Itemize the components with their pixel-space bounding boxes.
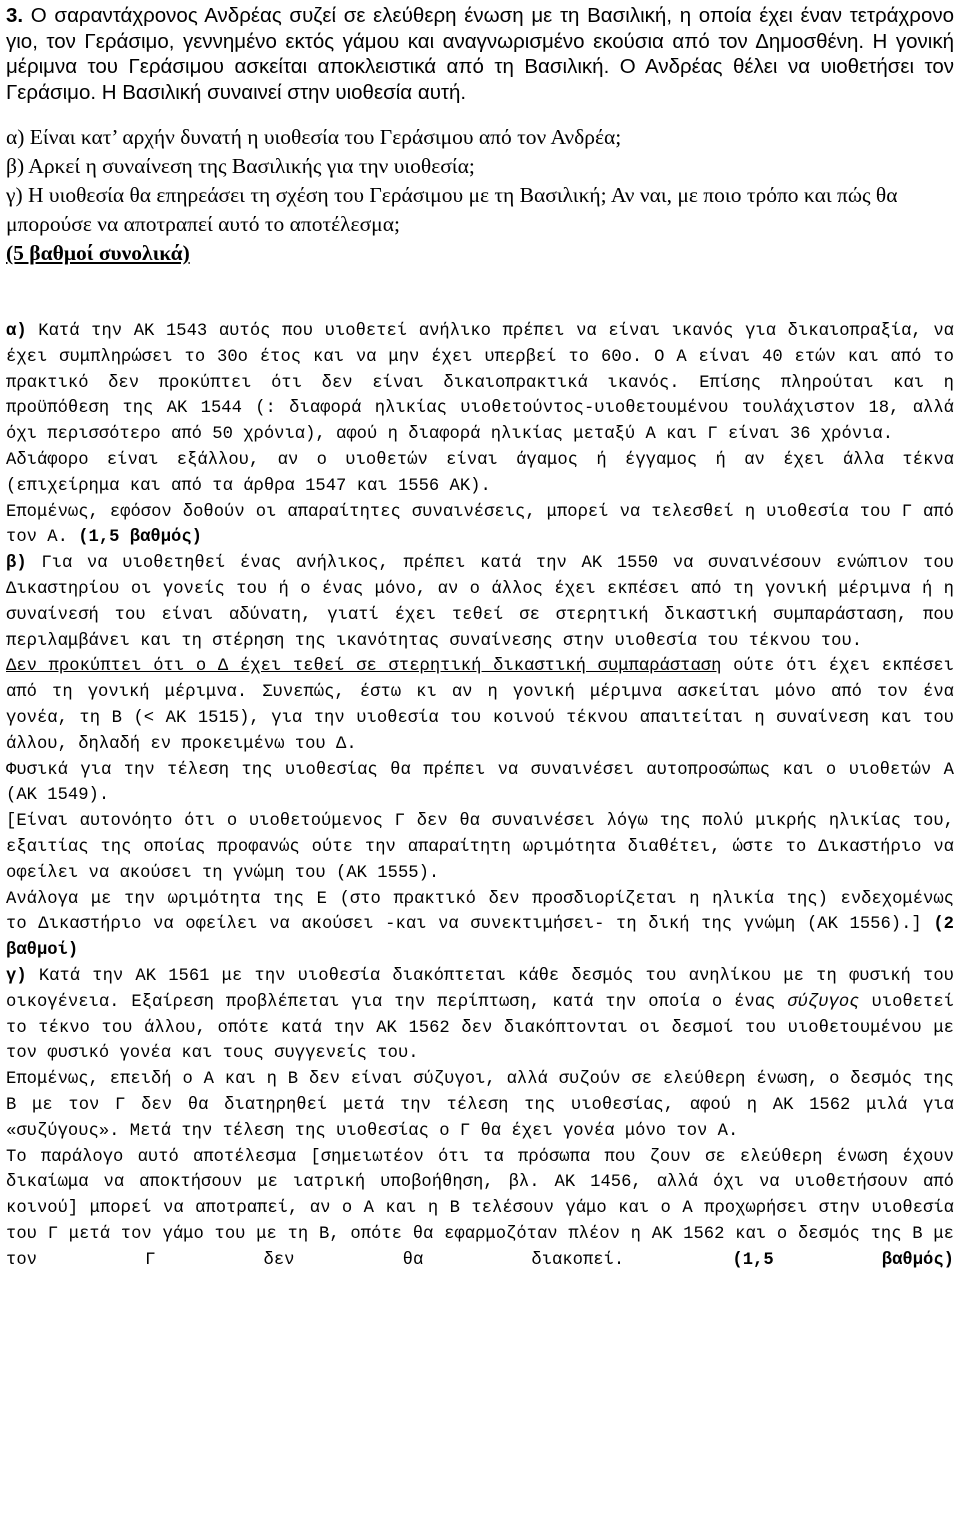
question-b: β) Αρκεί η συναίνεση της Βασιλικής για την υιοθεσία;	[6, 154, 475, 178]
answer-b-paragraph-2	[6, 654, 954, 757]
answer-c-paragraph-1	[6, 964, 954, 1067]
question-a: α) Είναι κατ’ αρχήν δυνατή η υιοθεσία του Γεράσιμου από τον Ανδρέα;	[6, 125, 622, 149]
problem-number: 3.	[6, 4, 24, 27]
answer-b-paragraph-5	[6, 887, 954, 964]
problem-statement	[6, 0, 954, 105]
answer-b-label: β)	[6, 554, 27, 574]
questions-block	[6, 123, 954, 268]
answer-b-text-2: ούτε ότι έχει εκπέσει από τη γονική μέριμνα. Συνεπώς, έστω κι αν η γονική μέριμνα ασκείται μόνο από τον ένα γονέα, τη Β (< ΑΚ 1515), για την υιοθεσία του κοινού τέκνου απαιτείται η συναίνεση και του άλλου, δηλαδή εν προκειμένω του Δ.	[6, 657, 954, 754]
answer-a-paragraph-2: Αδιάφορο είναι εξάλλου, αν ο υιοθετών είναι άγαμος ή έγγαμος ή αν έχει άλλα τέκνα (επιχείρημα και από τα άρθρα 1547 και 1556 ΑΚ).	[6, 450, 954, 496]
total-points: (5 βαθμοί συνολικά)	[6, 241, 190, 265]
answer-b-text-1: Για να υιοθετηθεί ένας ανήλικος, πρέπει κατά την ΑΚ 1550 να συναινέσουν ενώπιον του Δικαστηρίου οι γονείς του ή ο ένας μόνο, αν ο άλλος έχει εκπέσει από τη γονική μέριμνα ή η συναίνεσή του είναι αδύνατη, γιατί έχει τεθεί σε στερητική δικαστική συμπαράσταση, που περιλαμβάνει και τη στέρηση της ικανότητας συναίνεσης στην υιοθεσία του τέκνου του.	[6, 554, 954, 651]
answer-c-text-3: Το παράλογο αυτό αποτέλεσμα [σημειωτέον ότι τα πρόσωπα που ζουν σε ελεύθερη ένωση έχουν δικαίωμα να αποκτήσουν με ιατρική υποβοήθηση, βλ. ΑΚ 1456, αλλά όχι να υιοθετήσουν από κοινού] μπορεί να αποτραπεί, αν ο Α και η Β τελέσουν γάμο και ο Α προχωρήσει στην υιοθεσία του Γ μετά τον γάμο του με τη Β, οπότε θα εφαρμοζόταν πλέον η ΑΚ 1562 και ο δεσμός της Β με τον Γ δεν θα διακοπεί.	[6, 1147, 954, 1270]
answer-b-text-5: Ανάλογα με την ωριμότητα της Ε (στο πρακτικό δεν προσδιορίζεται η ηλικία της) ενδεχομένως το Δικαστήριο να οφείλει να ακούσει -και να συνεκτιμήσει- τη δική της γνώμη (ΑΚ 1556).]	[6, 889, 954, 935]
answer-c-points: (1,5 βαθμός)	[732, 1250, 954, 1270]
answer-a-label: α)	[6, 322, 27, 341]
question-c: γ) Η υιοθεσία θα επηρεάσει τη σχέση του Γεράσιμου με τη Βασιλική; Αν ναι, με ποιο τρόπο και πώς θα μπορούσε να αποτραπεί αυτό το αποτέλεσμα;	[6, 183, 898, 236]
answer-c-italic-term: σύζυγος	[787, 992, 860, 1012]
answer-a-text-1: Κατά την ΑΚ 1543 αυτός που υιοθετεί ανήλικο πρέπει να είναι ικανός για δικαιοπραξία, να έχει συμπληρώσει το 30ο έτος και να μην έχει υπερβεί το 60ο. Ο Α είναι 40 ετών και από το πρακτικό δεν προκύπτει ότι δεν είναι δικαιοπρακτικά ικανός. Επίσης πληρούται και η προϋπόθεση της ΑΚ 1544 (: διαφορά ηλικίας υιοθετούντος-υιοθετουμένου τουλάχιστον 18, αλλά όχι περισσότερο από 50 χρόνια), αφού η διαφορά ηλικίας μεταξύ Α και Γ είναι 36 χρόνια.	[6, 322, 954, 445]
answer-b-paragraph-3: Φυσικά για την τέλεση της υιοθεσίας θα πρέπει να συναινέσει αυτοπροσώπως και ο υιοθετών Α (ΑΚ 1549).	[6, 760, 954, 806]
answer-c-paragraph-2: Επομένως, επειδή ο Α και η Β δεν είναι σύζυγοι, αλλά συζούν σε ελεύθερη ένωση, ο δεσμός της Β με τον Γ δεν θα διατηρηθεί μετά την τέλεση της υιοθεσίας, αφού η ΑΚ 1562 μιλά για «συζύγους». Μετά την τέλεση της υιοθεσίας ο Γ θα έχει γονέα μόνο τον Α.	[6, 1070, 954, 1141]
answer-c-label: γ)	[6, 966, 27, 986]
answer-a-paragraph-3	[6, 500, 954, 552]
answers-block	[6, 319, 954, 1273]
answer-b-paragraph-4: [Είναι αυτονόητο ότι ο υιοθετούμενος Γ δεν θα συναινέσει λόγω της πολύ μικρής ηλικίας του, εξαιτίας της οποίας προφανώς ούτε την απαραίτητη ωριμότητα διαθέτει, ώστε το Δικαστήριο να οφείλει να ακούσει τη γνώμη του (ΑΚ 1555).	[6, 812, 954, 883]
answer-c-paragraph-3	[6, 1145, 954, 1274]
answer-b-paragraph-1	[6, 551, 954, 654]
answer-a-paragraph-1	[6, 319, 954, 448]
answer-a-points: (1,5 βαθμός)	[78, 528, 202, 548]
answer-a-text-3: Επομένως, εφόσον δοθούν οι απαραίτητες συναινέσεις, μπορεί να τελεσθεί η υιοθεσία του Γ από τον Α.	[6, 502, 954, 548]
answer-b-underlined-text: Δεν προκύπτει ότι ο Δ έχει τεθεί σε στερητική δικαστική συμπαράσταση	[6, 657, 722, 677]
answer-b-points: (2 βαθμοί)	[6, 915, 954, 961]
problem-text: Ο σαραντάχρονος Ανδρέας συζεί σε ελεύθερη ένωση με τη Βασιλική, η οποία έχει έναν τετράχρονο γιο, τον Γεράσιμο, γεννημένο εκτός γάμου και αναγνωρισμένο εκούσια από τον Δημοσθένη. Η γονική μέριμνα του Γεράσιμου ασκείται αποκλειστικά από τη Βασιλική. Ο Ανδρέας θέλει να υιοθετήσει τον Γεράσιμο. Η Βασιλική συναινεί στην υιοθεσία αυτή.	[6, 4, 954, 104]
answer-c-text-1b: υιοθετεί το τέκνο του άλλου, οπότε κατά την ΑΚ 1562 δεν διακόπτονται οι δεσμοί του υιοθετουμένου με τον φυσικό γονέα και τους συγγενείς του.	[6, 992, 955, 1064]
answer-c-text-1a: Κατά την ΑΚ 1561 με την υιοθεσία διακόπτεται κάθε δεσμός του ανηλίκου με τη φυσική του οικογένεια. Εξαίρεση προβλέπεται για την περίπτωση, κατά την οποία ο ένας	[6, 966, 954, 1012]
